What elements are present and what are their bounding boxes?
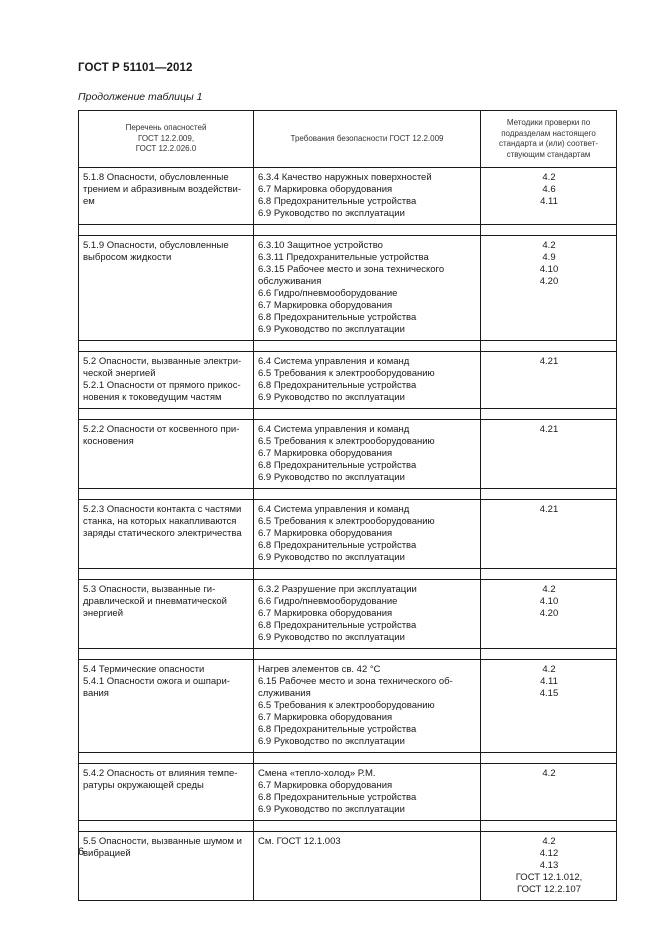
cell-line: вания	[83, 688, 109, 699]
cell-line: 4.10	[539, 264, 559, 275]
cell-line: 6.5 Требования к электрооборудованию	[258, 368, 435, 379]
spacer-cell	[79, 649, 254, 660]
cell-line: 6.8 Предохранительные устройства	[258, 460, 417, 471]
cell-line: 6.7 Маркировка оборудования	[258, 300, 393, 311]
methods-cell	[481, 832, 617, 901]
cell-line: 6.9 Руководство по эксплуатации	[258, 472, 405, 483]
cell-line: 6.8 Предохранительные устройства	[258, 620, 417, 631]
cell-line: 4.10	[539, 596, 559, 607]
spacer-cell	[481, 225, 617, 236]
cell-line: 4.2	[542, 836, 556, 847]
cell-line: 6.3.15 Рабочее место и зона технического	[258, 264, 445, 275]
requirements-cell	[254, 236, 481, 341]
cell-line: выбросом жидкости	[83, 252, 172, 263]
requirements-cell	[254, 832, 481, 901]
spacer-cell	[481, 649, 617, 660]
hazard-cell	[79, 660, 254, 753]
requirements-cell	[254, 660, 481, 753]
cell-line: 5.2 Опасности, вызванные электри-	[83, 356, 242, 367]
cell-line: 5.2.2 Опасности от косвенного при-	[83, 424, 240, 435]
cell-line: 5.2.1 Опасности от прямого прикос-	[83, 380, 241, 391]
cell-line: ратуры окружающей среды	[83, 780, 204, 791]
row-spacer	[79, 569, 617, 580]
cell-line: новения к токоведущим частям	[83, 392, 222, 403]
spacer-cell	[481, 489, 617, 500]
cell-line: 6.7 Маркировка оборудования	[258, 780, 393, 791]
page-number: 6	[78, 846, 85, 858]
requirements-cell	[254, 500, 481, 569]
cell-line: 6.4 Система управления и команд	[258, 504, 410, 515]
requirements-cell	[254, 352, 481, 409]
cell-line: 4.21	[539, 424, 559, 435]
cell-line: 6.3.10 Защитное устройство	[258, 240, 383, 251]
cell-line: вибрацией	[83, 848, 131, 859]
requirements-cell	[254, 420, 481, 489]
cell-line: 6.4 Система управления и команд	[258, 356, 410, 367]
cell-line: 4.2	[542, 584, 556, 595]
methods-cell	[481, 168, 617, 225]
table-row	[79, 764, 617, 821]
table-row	[79, 420, 617, 489]
methods-cell	[481, 660, 617, 753]
row-spacer	[79, 489, 617, 500]
cell-line: ГОСТ 12.1.012,	[515, 872, 583, 883]
spacer-cell	[79, 225, 254, 236]
cell-line: 6.9 Руководство по эксплуатации	[258, 632, 405, 643]
cell-line: 4.2	[542, 172, 556, 183]
cell-line: 4.2	[542, 664, 556, 675]
cell-line: 6.6 Гидро/пневмооборудование	[258, 288, 398, 299]
cell-line: ГОСТ 12.2.107	[517, 884, 581, 895]
cell-line: 6.5 Требования к электрооборудованию	[258, 516, 435, 527]
cell-line: обслуживания	[258, 276, 322, 287]
cell-line: 5.4 Термические опасности	[83, 664, 205, 675]
spacer-cell	[79, 341, 254, 352]
spacer-cell	[254, 225, 481, 236]
cell-line: 4.13	[539, 860, 559, 871]
cell-line: 6.7 Маркировка оборудования	[258, 528, 393, 539]
cell-line: 6.8 Предохранительные устройства	[258, 380, 417, 391]
hazards-table	[78, 110, 617, 901]
cell-line: 6.8 Предохранительные устройства	[258, 196, 417, 207]
methods-cell	[481, 764, 617, 821]
hazard-cell	[79, 580, 254, 649]
cell-line: 4.9	[542, 252, 556, 263]
cell-line: 6.7 Маркировка оборудования	[258, 712, 393, 723]
cell-line: ем	[83, 196, 95, 207]
table-caption: Продолжение таблицы 1	[78, 91, 203, 103]
cell-line: 6.9 Руководство по эксплуатации	[258, 208, 405, 219]
cell-line: 5.5 Опасности, вызванные шумом и	[83, 836, 242, 847]
cell-line: 6.8 Предохранительные устройства	[258, 724, 417, 735]
spacer-cell	[481, 821, 617, 832]
hazard-cell	[79, 832, 254, 901]
cell-line: 6.5 Требования к электрооборудованию	[258, 436, 435, 447]
cell-line: 4.2	[542, 240, 556, 251]
row-spacer	[79, 409, 617, 420]
cell-line: Нагрев элементов св. 42 °С	[258, 664, 381, 675]
table-row	[79, 500, 617, 569]
cell-line: 5.3 Опасности, вызванные ги-	[83, 584, 216, 595]
spacer-cell	[254, 649, 481, 660]
cell-line: 6.7 Маркировка оборудования	[258, 608, 393, 619]
cell-line: 6.9 Руководство по эксплуатации	[258, 552, 405, 563]
methods-cell	[481, 500, 617, 569]
cell-line: трением и абразивным воздействи-	[83, 184, 242, 195]
cell-line: 5.4.2 Опасность от влияния темпе-	[83, 768, 238, 779]
cell-line: 6.3.2 Разрушение при эксплуатации	[258, 584, 417, 595]
table-row	[79, 660, 617, 753]
cell-line: 4.20	[539, 276, 559, 287]
methods-cell	[481, 420, 617, 489]
cell-line: 4.12	[539, 848, 559, 859]
table-row	[79, 580, 617, 649]
methods-cell	[481, 352, 617, 409]
spacer-cell	[254, 753, 481, 764]
cell-line: дравлической и пневматической	[83, 596, 227, 607]
cell-line: 6.6 Гидро/пневмооборудование	[258, 596, 398, 607]
document-header: ГОСТ Р 51101—2012	[78, 62, 193, 74]
column-header-hazards: Перечень опасностей ГОСТ 12.2.009, ГОСТ 12.2.026.0	[79, 111, 254, 168]
cell-line: заряды статического электричества	[83, 528, 242, 539]
spacer-cell	[79, 489, 254, 500]
cell-line: 5.1.9 Опасности, обусловленные	[83, 240, 229, 251]
cell-line: 6.8 Предохранительные устройства	[258, 540, 417, 551]
spacer-cell	[79, 753, 254, 764]
cell-line: 6.8 Предохранительные устройства	[258, 792, 417, 803]
cell-line: Смена «тепло-холод» Р.М.	[258, 768, 376, 779]
requirements-cell	[254, 168, 481, 225]
cell-line: 6.7 Маркировка оборудования	[258, 184, 393, 195]
cell-line: 6.9 Руководство по эксплуатации	[258, 804, 405, 815]
cell-line: 6.4 Система управления и команд	[258, 424, 410, 435]
cell-line: 4.11	[540, 196, 558, 207]
cell-line: 4.6	[542, 184, 556, 195]
cell-line: 6.9 Руководство по эксплуатации	[258, 324, 405, 335]
hazard-cell	[79, 168, 254, 225]
cell-line: 6.3.11 Предохранительные устройства	[258, 252, 429, 263]
spacer-cell	[481, 753, 617, 764]
requirements-cell	[254, 764, 481, 821]
spacer-cell	[79, 569, 254, 580]
cell-line: 4.11	[540, 676, 558, 687]
hazard-cell	[79, 420, 254, 489]
spacer-cell	[254, 821, 481, 832]
cell-line: См. ГОСТ 12.1.003	[258, 836, 341, 847]
cell-line: 5.2.3 Опасности контакта с частями	[83, 504, 242, 515]
methods-cell	[481, 236, 617, 341]
cell-line: 4.20	[539, 608, 559, 619]
cell-line: 6.7 Маркировка оборудования	[258, 448, 393, 459]
cell-line: 6.3.4 Качество наружных поверхностей	[258, 172, 432, 183]
cell-line: станка, на которых накапливаются	[83, 516, 237, 527]
methods-cell	[481, 580, 617, 649]
cell-line: 4.2	[542, 768, 556, 779]
spacer-cell	[254, 569, 481, 580]
table-row	[79, 832, 617, 901]
spacer-cell	[481, 341, 617, 352]
cell-line: 6.5 Требования к электрооборудованию	[258, 700, 435, 711]
hazard-cell	[79, 352, 254, 409]
hazard-cell	[79, 500, 254, 569]
cell-line: 6.9 Руководство по эксплуатации	[258, 736, 405, 747]
hazard-cell	[79, 764, 254, 821]
spacer-cell	[79, 821, 254, 832]
hazard-cell	[79, 236, 254, 341]
table-row	[79, 168, 617, 225]
spacer-cell	[79, 409, 254, 420]
row-spacer	[79, 649, 617, 660]
cell-line: 5.1.8 Опасности, обусловленные	[83, 172, 229, 183]
table-header-row	[79, 111, 617, 168]
requirements-cell	[254, 580, 481, 649]
spacer-cell	[254, 341, 481, 352]
cell-line: 4.21	[539, 356, 559, 367]
cell-line: 6.8 Предохранительные устройства	[258, 312, 417, 323]
row-spacer	[79, 821, 617, 832]
spacer-cell	[254, 489, 481, 500]
table-row	[79, 352, 617, 409]
cell-line: ческой энергией	[83, 368, 156, 379]
cell-line: 6.9 Руководство по эксплуатации	[258, 392, 405, 403]
row-spacer	[79, 225, 617, 236]
row-spacer	[79, 341, 617, 352]
cell-line: служивания	[258, 688, 311, 699]
column-header-requirements: Требования безопасности ГОСТ 12.2.009	[254, 111, 481, 168]
cell-line: 6.15 Рабочее место и зона технического об-	[258, 676, 453, 687]
cell-line: энергией	[83, 608, 124, 619]
spacer-cell	[481, 569, 617, 580]
cell-line: 4.15	[539, 688, 559, 699]
cell-line: 4.21	[539, 504, 559, 515]
cell-line: 5.4.1 Опасности ожога и ошпари-	[83, 676, 230, 687]
cell-line: косновения	[83, 436, 134, 447]
column-header-methods: Методики проверки по подразделам настоящего стандарта и (или) соответ- ствующим стандартам	[481, 111, 617, 168]
spacer-cell	[254, 409, 481, 420]
row-spacer	[79, 753, 617, 764]
table-row	[79, 236, 617, 341]
spacer-cell	[481, 409, 617, 420]
